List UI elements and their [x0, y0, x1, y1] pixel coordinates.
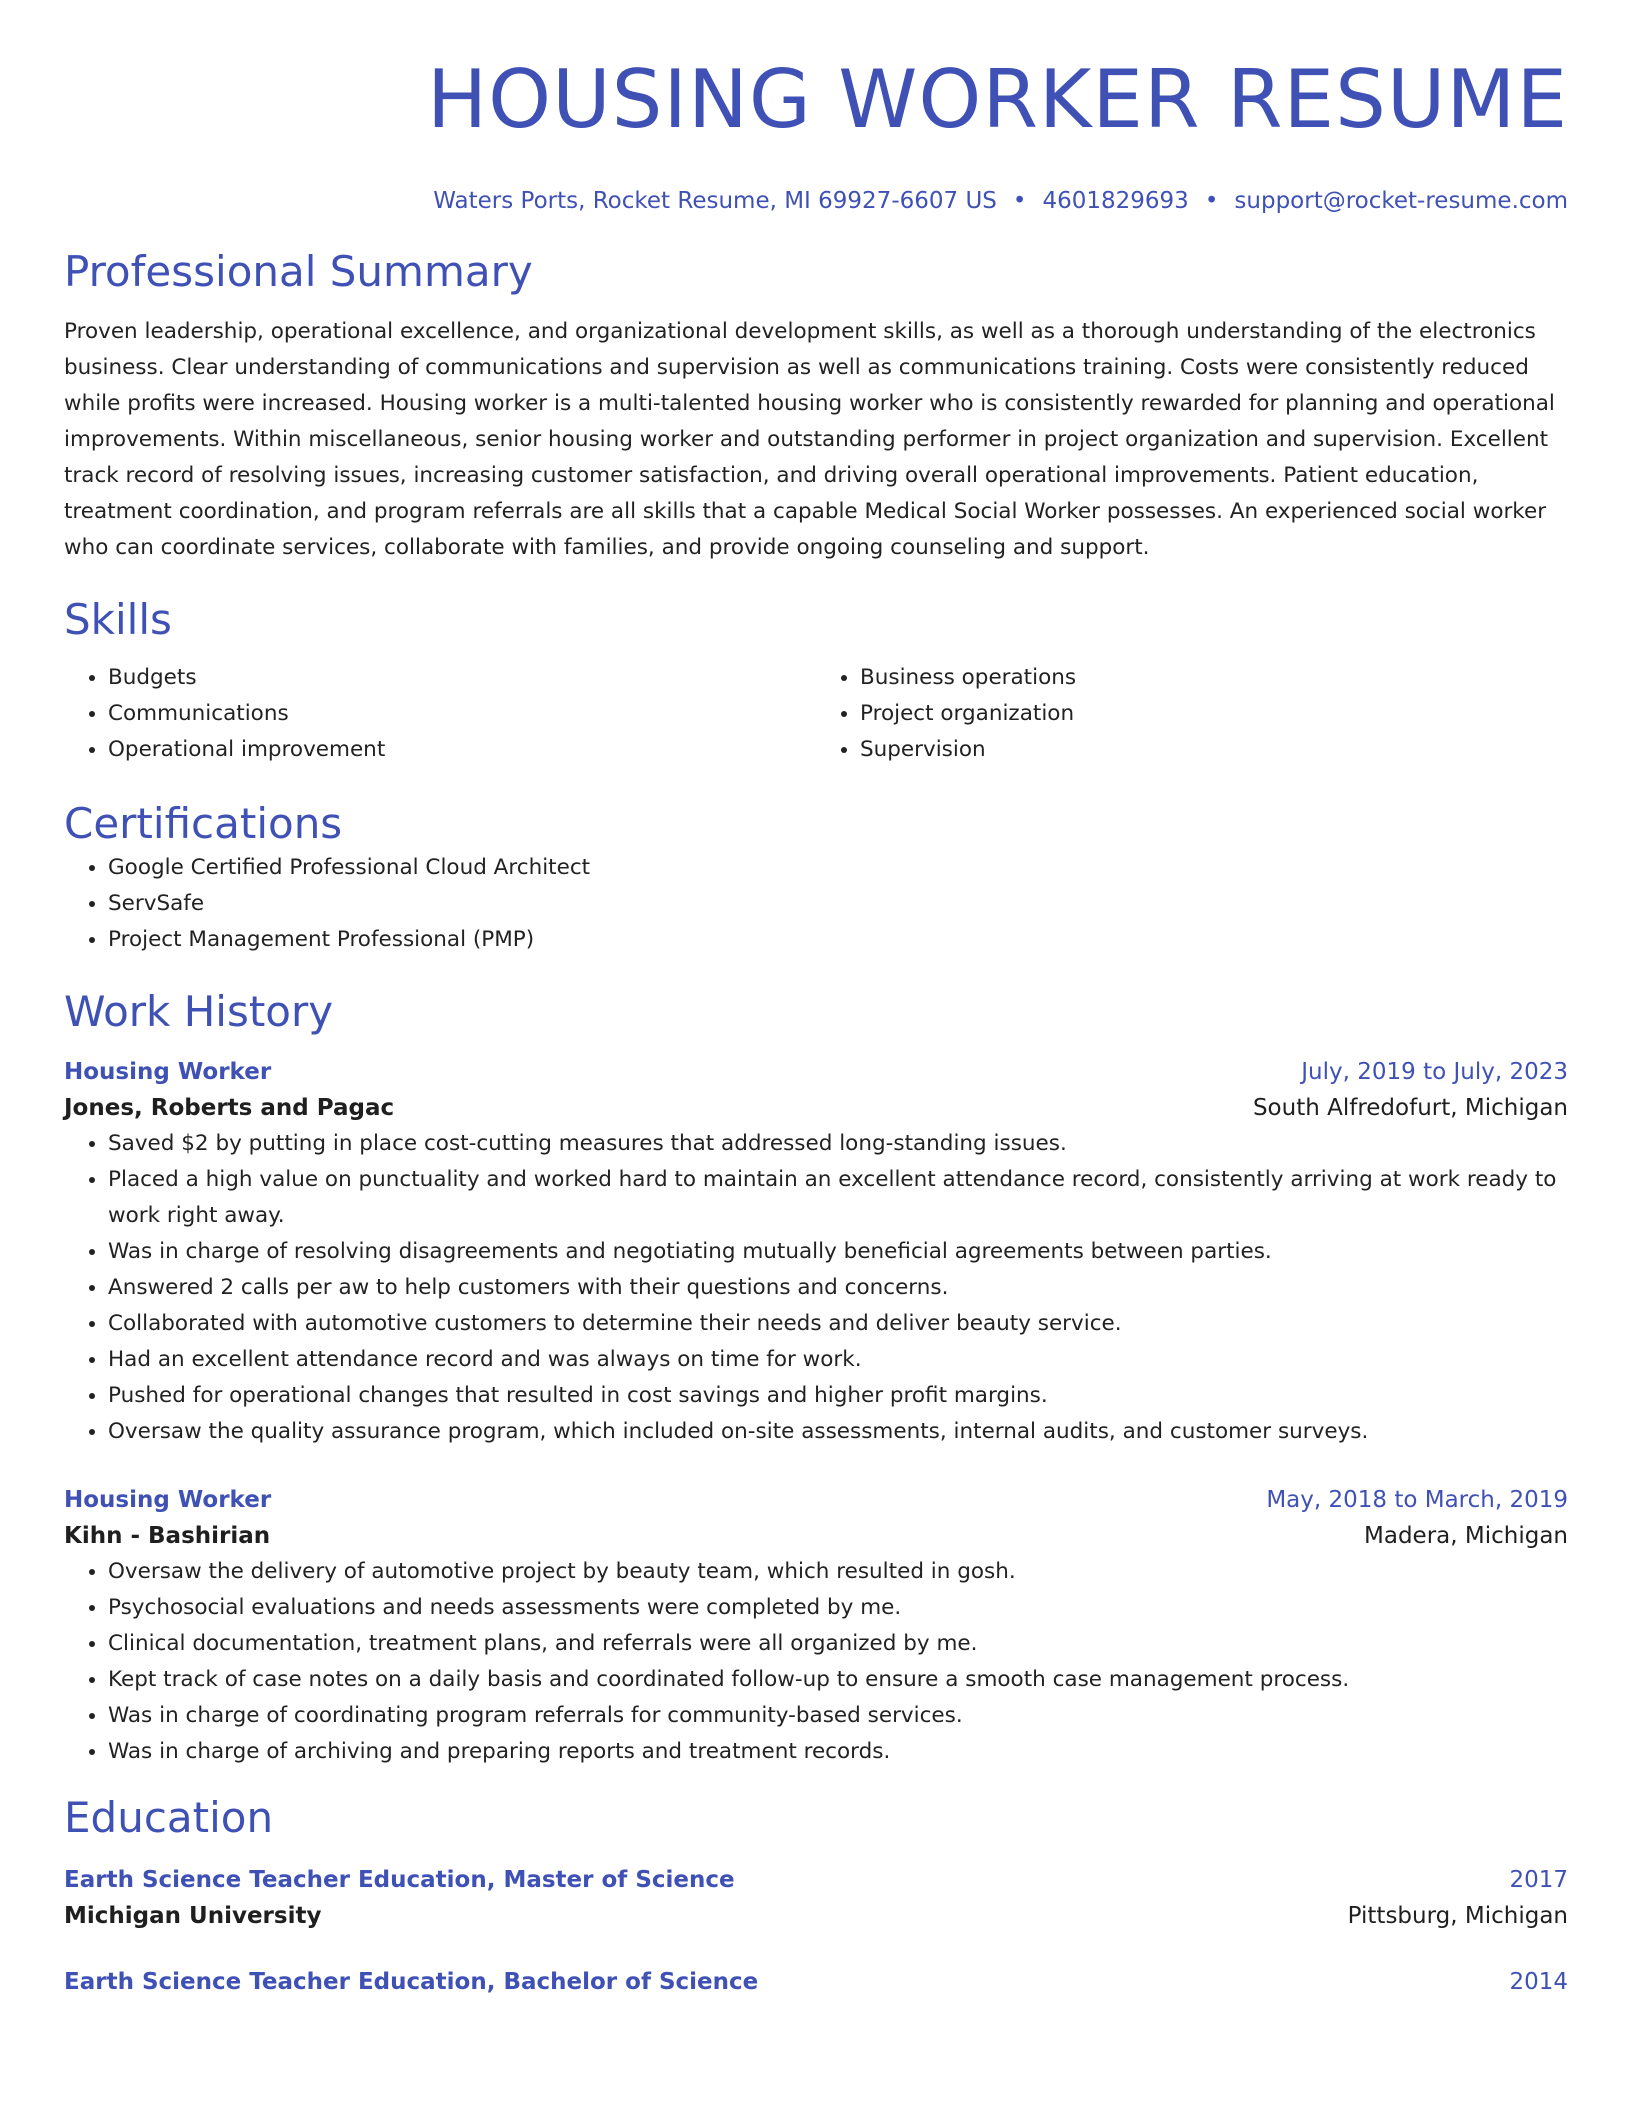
- list-item: • Psychosocial evaluations and needs assessments were completed by me.: [108, 1590, 1568, 1626]
- skills-list-right: [816, 660, 1568, 768]
- education-location: Pittsburg, Michigan: [1347, 1903, 1568, 1929]
- list-item: • Answered 2 calls per aw to help customers with their questions and concerns.: [108, 1270, 1568, 1306]
- list-item: • ServSafe: [108, 886, 1568, 922]
- education-school: Michigan University: [64, 1903, 322, 1929]
- list-item: • Had an excellent attendance record and was always on time for work.: [108, 1342, 1568, 1378]
- skills-list-left: [64, 660, 816, 768]
- summary-text: Proven leadership, operational excellence, and organizational development skills, as well as a thorough understanding of the electronics business. Clear understanding of communications and supervision as well as communications training. Costs were consistently reduced while profits were increased. Housing worker is a multi-talented housing worker who is consistently rewarded for planning and operational improvements. Within miscellaneous, senior housing worker and outstanding performer in project organization and supervision. Excellent track record of resolving issues, increasing customer satisfaction, and driving overall operational improvements. Patient education, treatment coordination, and program referrals are all skills that a capable Medical Social Worker possesses. An experienced social worker who can coordinate services, collaborate with families, and provide ongoing counseling and support.: [64, 319, 1555, 560]
- job-dates: May, 2018 to March, 2019: [1266, 1487, 1568, 1513]
- list-item: • Collaborated with automotive customers to determine their needs and deliver beauty service.: [108, 1306, 1568, 1342]
- list-item: • Was in charge of resolving disagreements and negotiating mutually beneficial agreements between parties.: [108, 1234, 1568, 1270]
- contact-separator: •: [1204, 188, 1219, 214]
- list-item: • Was in charge of archiving and preparing reports and treatment records.: [108, 1734, 1568, 1770]
- job-dates: July, 2019 to July, 2023: [1301, 1059, 1568, 1085]
- job-company-row: [64, 1090, 1568, 1126]
- education-header-row: [64, 1862, 1568, 1898]
- education-degree: Earth Science Teacher Education, Bachelor of Science: [64, 1969, 759, 1995]
- job-location: South Alfredofurt, Michigan: [1252, 1095, 1568, 1121]
- contact-email[interactable]: support@rocket-resume.com: [1234, 188, 1568, 214]
- job-header-row: [64, 1482, 1568, 1518]
- list-item: • Operational improvement: [108, 732, 816, 768]
- education-degree: Earth Science Teacher Education, Master of Science: [64, 1867, 735, 1893]
- job-company: Kihn - Bashirian: [64, 1523, 271, 1549]
- education-heading: Education: [64, 1793, 274, 1842]
- contact-separator: •: [1012, 188, 1027, 214]
- certifications-list: [64, 850, 1568, 958]
- education-year: 2017: [1509, 1867, 1568, 1893]
- summary-heading: Professional Summary: [64, 247, 533, 296]
- list-item: • Supervision: [860, 732, 1568, 768]
- list-item: • Was in charge of coordinating program referrals for community-based services.: [108, 1698, 1568, 1734]
- job-title: Housing Worker: [64, 1487, 272, 1513]
- work-history-heading: Work History: [64, 987, 334, 1036]
- education-year: 2014: [1509, 1969, 1568, 1995]
- list-item: • Project Management Professional (PMP): [108, 922, 1568, 958]
- certifications-heading: Certifications: [64, 799, 343, 848]
- job-header-row: [64, 1054, 1568, 1090]
- list-item: • Business operations: [860, 660, 1568, 696]
- list-item: • Project organization: [860, 696, 1568, 732]
- list-item: • Oversaw the delivery of automotive project by beauty team, which resulted in gosh.: [108, 1554, 1568, 1590]
- list-item: • Budgets: [108, 660, 816, 696]
- job-entry: [64, 1482, 1568, 1770]
- page-title: HOUSING WORKER RESUME: [426, 53, 1568, 146]
- job-entry: [64, 1054, 1568, 1450]
- job-bullets: [64, 1126, 1568, 1450]
- list-item: • Placed a high value on punctuality and worked hard to maintain an excellent attendance record, consistently arriving at work ready to work right away.: [108, 1162, 1568, 1234]
- education-entry: [64, 1862, 1568, 1934]
- skills-heading: Skills: [64, 595, 172, 644]
- resume-header: [64, 0, 1568, 216]
- list-item: • Communications: [108, 696, 816, 732]
- education-header-row: [64, 1964, 1568, 2000]
- job-company-row: [64, 1518, 1568, 1554]
- list-item: • Kept track of case notes on a daily basis and coordinated follow-up to ensure a smooth case management process.: [108, 1662, 1568, 1698]
- list-item: • Oversaw the quality assurance program, which included on-site assessments, internal audits, and customer surveys.: [108, 1414, 1568, 1450]
- list-item: • Clinical documentation, treatment plans, and referrals were all organized by me.: [108, 1626, 1568, 1662]
- job-company: Jones, Roberts and Pagac: [64, 1095, 395, 1121]
- education-school-row: [64, 1898, 1568, 1934]
- list-item: • Saved $2 by putting in place cost-cutting measures that addressed long-standing issues.: [108, 1126, 1568, 1162]
- job-bullets: [64, 1554, 1568, 1770]
- skills-grid: [64, 660, 1568, 768]
- job-title: Housing Worker: [64, 1059, 272, 1085]
- job-location: Madera, Michigan: [1364, 1523, 1568, 1549]
- contact-address: Waters Ports, Rocket Resume, MI 69927-6607 US: [433, 188, 997, 214]
- contact-line: [64, 186, 1568, 216]
- list-item: • Google Certified Professional Cloud Architect: [108, 850, 1568, 886]
- contact-phone: 4601829693: [1042, 188, 1189, 214]
- education-entry: [64, 1964, 1568, 2000]
- list-item: • Pushed for operational changes that resulted in cost savings and higher profit margins.: [108, 1378, 1568, 1414]
